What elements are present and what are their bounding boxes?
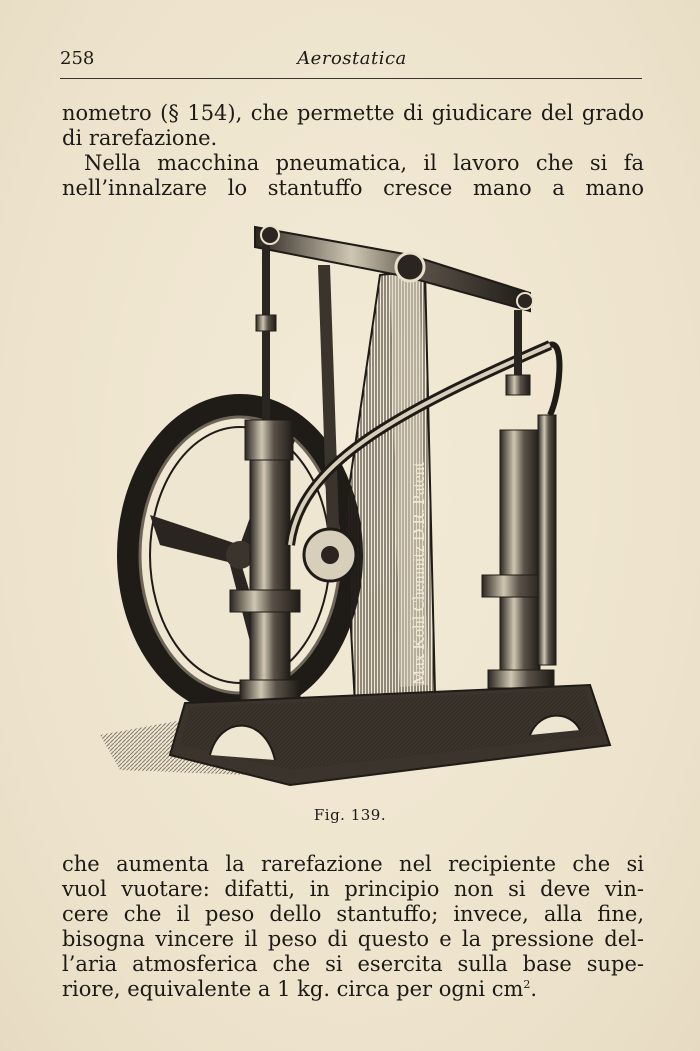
page-header xyxy=(60,46,644,72)
text-line: nell’innalzare lo stantuffo cresce mano a mano xyxy=(62,176,644,200)
figure-caption: Fig. 139. xyxy=(313,806,387,824)
text-line-final xyxy=(62,977,644,1002)
text-line: bisogna vincere il peso di questo e la pressione del- xyxy=(62,927,644,951)
text-line: l’aria atmosferica che si esercita sulla base supe- xyxy=(62,952,644,976)
final-punctuation: . xyxy=(530,977,538,1001)
engraved-manufacturer-text: Max Kohl Chemnitz D.R. Patent xyxy=(409,462,428,685)
superscript-exponent: 2 xyxy=(523,978,531,991)
text-line: di rarefazione. xyxy=(62,126,218,150)
paragraph-1 xyxy=(62,101,644,151)
paragraph-3 xyxy=(62,852,644,1002)
page-number: 258 xyxy=(60,48,95,69)
text-line: cere che il peso dello stantuffo; invece, alla fine, xyxy=(62,902,644,926)
vacuum-pump-illustration xyxy=(90,215,620,805)
running-title: Aerostatica xyxy=(297,48,407,69)
text-line: nometro (§ 154), che permette di giudicare del grado xyxy=(62,101,644,125)
text-line: Nella macchina pneumatica, il lavoro che si fa xyxy=(84,151,644,175)
text-line: che aumenta la rarefazione nel recipiente che si xyxy=(62,852,644,876)
final-line-text: riore, equivalente a 1 kg. circa per ogni cm xyxy=(62,977,524,1001)
paragraph-2 xyxy=(62,151,644,201)
text-line: vuol vuotare: difatti, in principio non si deve vin- xyxy=(62,877,644,901)
header-rule xyxy=(60,78,642,79)
